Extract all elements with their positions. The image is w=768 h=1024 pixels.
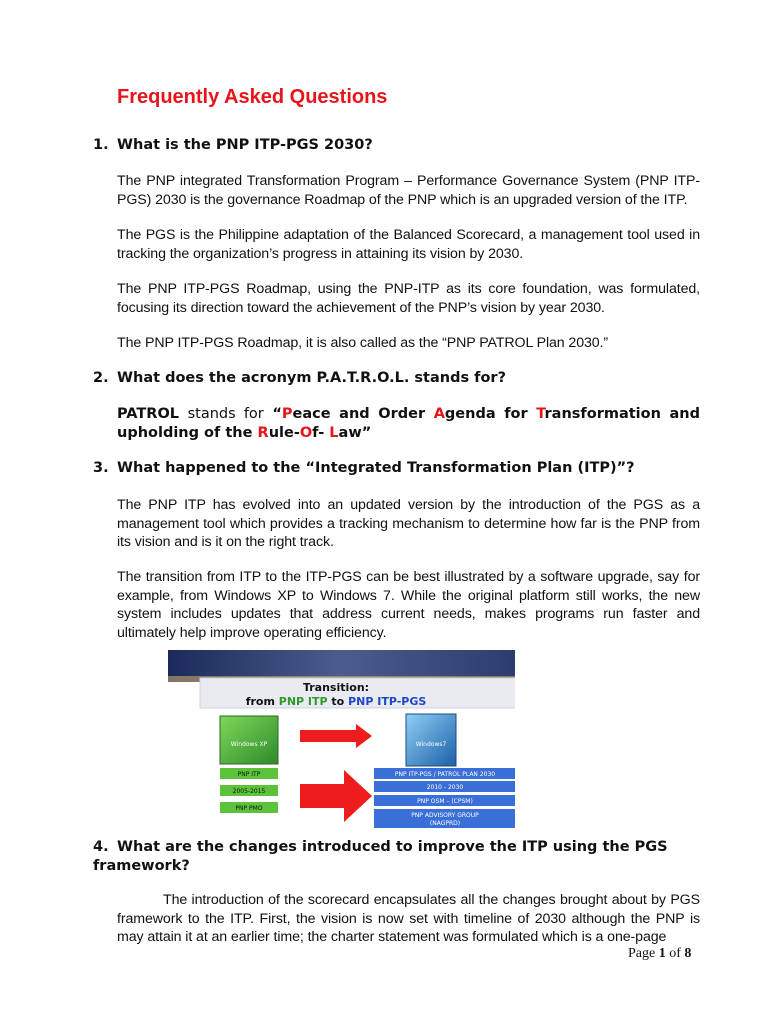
right-item-text: (NAGPRD) xyxy=(429,820,461,827)
question-text: What does the acronym P.A.T.R.O.L. stands for? xyxy=(117,370,506,386)
answer-2-patrol-definition xyxy=(117,405,700,443)
question-number: 2. xyxy=(93,370,109,386)
page-number: 1 xyxy=(658,946,666,961)
letter-p: P xyxy=(281,406,293,422)
question-number: 3. xyxy=(93,460,109,476)
answer-4-paragraph-1: The introduction of the scorecard encapsulates all the changes brought about by PGS framework to the ITP. First, the vision is now set with timeline of 2030 although the PNP is may attain it at an earlier time; the charter statement was formulated which is a one-page xyxy=(117,892,700,945)
patrol-lead: PATROL xyxy=(117,406,180,422)
question-3 xyxy=(93,460,635,476)
banner-itp: PNP ITP xyxy=(278,695,328,708)
open-quote: “ xyxy=(272,406,282,422)
answer-3-paragraph-1: The PNP ITP has evolved into an updated version by the introduction of the PGS as a management tool which provides a tracking mechanism to determine how far is the PNP from its vision and is it on the right track. xyxy=(117,497,700,550)
question-number: 4. xyxy=(93,839,109,855)
left-item-text: 2005-2015 xyxy=(232,788,266,795)
word-law: aw” xyxy=(338,425,372,441)
page-total: 8 xyxy=(684,946,692,961)
right-item-text: PNP ADVISORY GROUP xyxy=(411,812,479,819)
letter-t: T xyxy=(536,406,545,422)
word-of: f- xyxy=(312,425,330,441)
footer-of-word: of xyxy=(665,946,685,961)
question-2 xyxy=(93,370,506,386)
right-item-text: 2010 - 2030 xyxy=(426,784,464,791)
letter-a: A xyxy=(433,406,445,422)
stands-for-text: stands for xyxy=(187,406,264,422)
answer-3-paragraph-2: The transition from ITP to the ITP-PGS can be best illustrated by a software upgrade, say for example, from Windows XP to Windows 7. While the original platform still works, the new system includes updates that address current needs, makes programs run faster and ultimately help improve operating efficiency. xyxy=(117,569,700,641)
banner-from: from xyxy=(245,695,279,708)
left-item-text: PNP PMO xyxy=(235,805,263,812)
question-text: What is the PNP ITP-PGS 2030? xyxy=(117,137,373,153)
answer-1-paragraph-4: The PNP ITP-PGS Roadmap, it is also called as the “PNP PATROL Plan 2030.” xyxy=(117,335,609,351)
arrow-right-icon xyxy=(300,724,372,748)
page-footer xyxy=(628,946,691,962)
answer-1-paragraph-1: The PNP integrated Transformation Program – Performance Governance System (PNP ITP-PGS) 2030 is the governance Roadmap of the PNP which is an upgraded version of the ITP. xyxy=(117,173,700,208)
banner-line-2 xyxy=(246,695,427,708)
win7-box-label: Windows7 xyxy=(415,741,447,748)
banner-to: to xyxy=(327,695,349,708)
windows-xp-box-icon xyxy=(220,716,278,764)
question-text-continued: framework? xyxy=(93,858,190,874)
word-agenda: genda for xyxy=(444,406,537,422)
answer-1-paragraph-3: The PNP ITP-PGS Roadmap, using the PNP-ITP as its core foundation, was formulated, focusing its direction toward the achievement of the PNP’s vision by year 2030. xyxy=(117,281,700,316)
arrow-right-icon xyxy=(300,770,372,822)
word-rule: ule- xyxy=(268,425,300,441)
letter-o: O xyxy=(299,425,313,441)
question-1 xyxy=(93,137,373,153)
banner-line-1: Transition: xyxy=(302,681,370,694)
word-transformation: ransformation and upholding of the xyxy=(117,406,700,441)
letter-l: L xyxy=(329,425,339,441)
transition-figure xyxy=(168,650,515,828)
windows-7-box-icon xyxy=(406,714,456,766)
banner-pgs: PNP ITP-PGS xyxy=(348,695,427,708)
left-item-text: PNP ITP xyxy=(237,771,261,778)
question-text: What are the changes introduced to improve the ITP using the PGS xyxy=(117,839,668,855)
answer-1-paragraph-2: The PGS is the Philippine adaptation of the Balanced Scorecard, a management tool used in tracking the organization’s progress in attaining its vision by 2030. xyxy=(117,227,700,262)
right-item-text: PNP ITP-PGS / PATROL PLAN 2030 xyxy=(394,771,496,778)
question-number: 1. xyxy=(93,137,109,153)
letter-r: R xyxy=(257,425,269,441)
right-item-text: PNP OSM – (CPSM) xyxy=(417,798,473,805)
footer-page-word: Page xyxy=(628,946,659,961)
page-title: Frequently Asked Questions xyxy=(117,86,388,108)
xp-box-label: Windows XP xyxy=(230,741,268,748)
question-text: What happened to the “Integrated Transformation Plan (ITP)”? xyxy=(117,460,635,476)
word-peace: eace and Order xyxy=(292,406,434,422)
question-4 xyxy=(93,838,703,876)
